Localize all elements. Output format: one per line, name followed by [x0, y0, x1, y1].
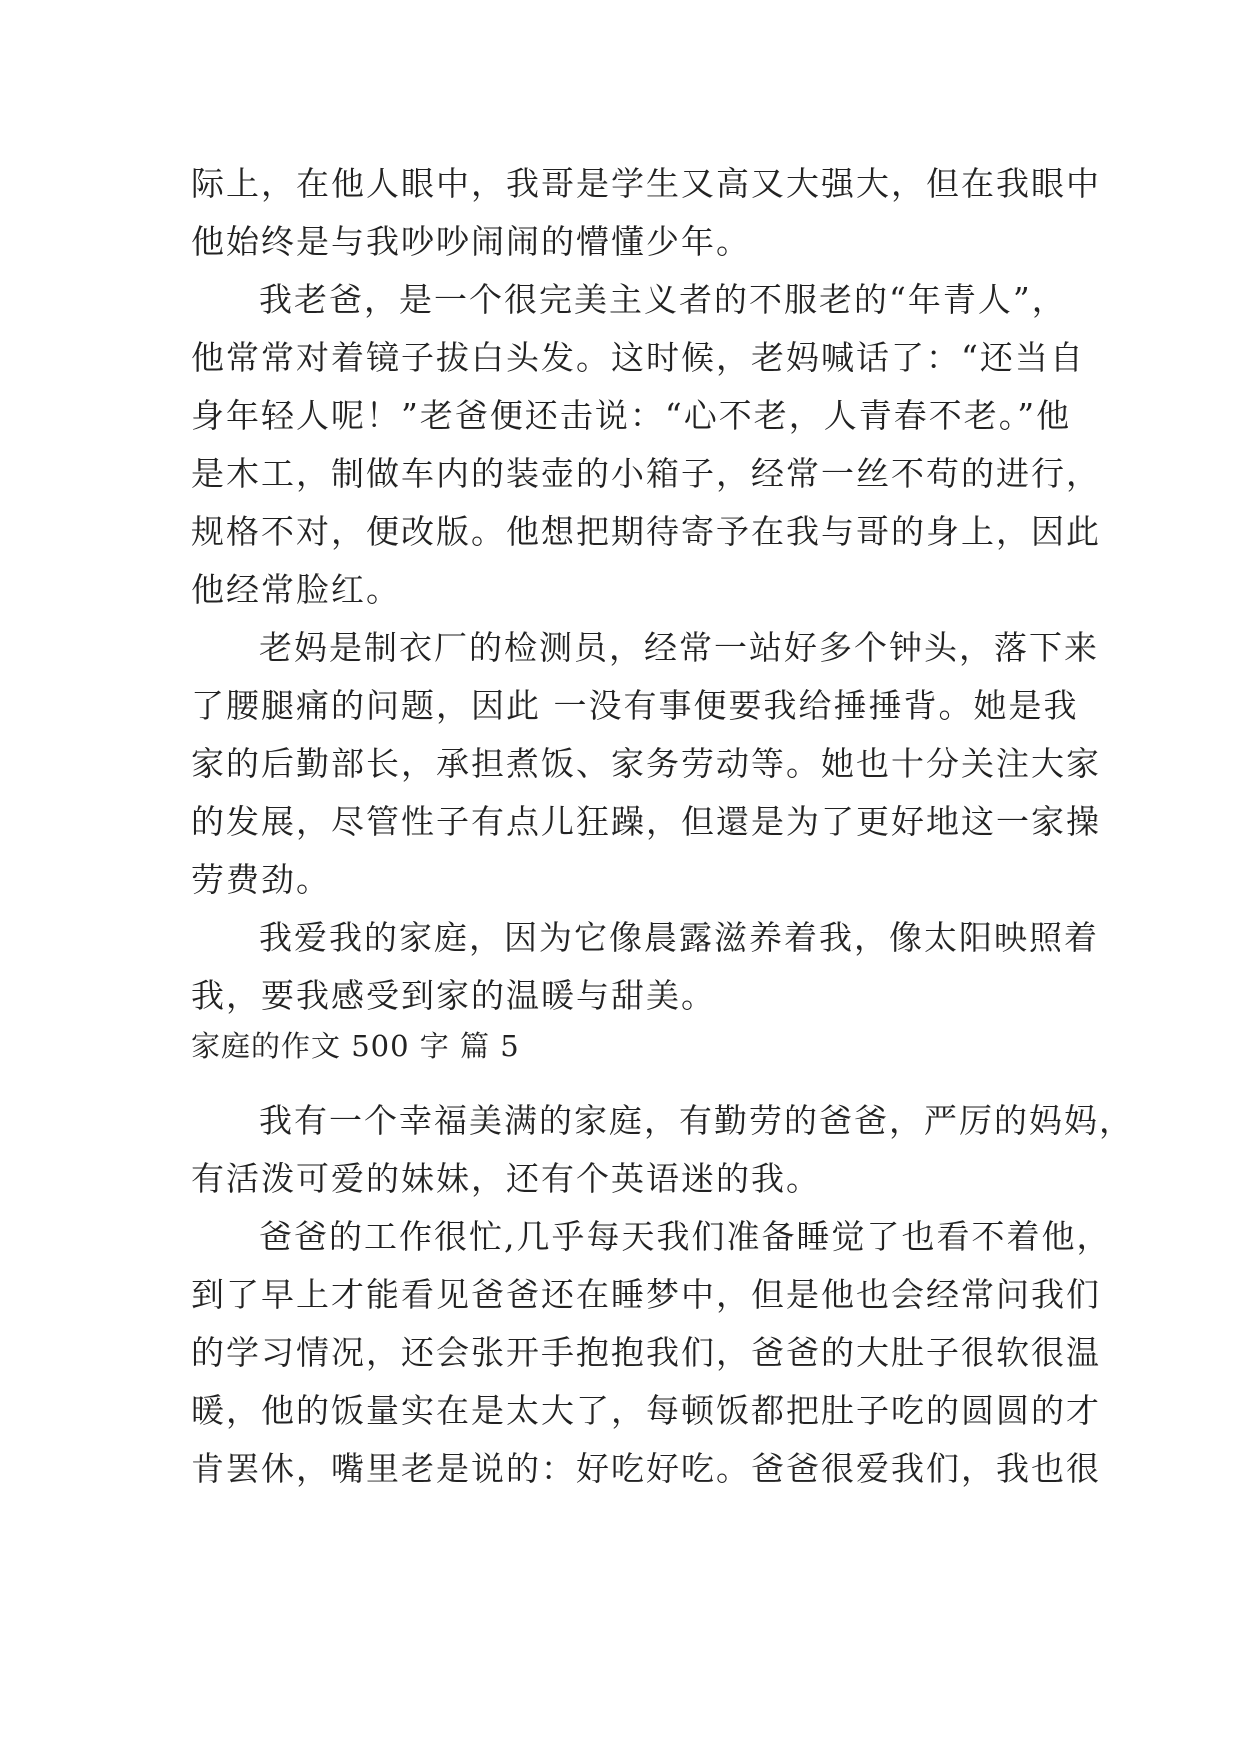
- text-line: 有活泼可爱的妹妹，还有个英语迷的我。: [191, 1159, 821, 1198]
- paragraph-start-line: 我老爸，是一个很完美主义者的不服老的“年青人”，: [259, 280, 1067, 319]
- text-line: 是木工，制做车内的装壶的小箱子，经常一丝不苟的进行，: [191, 454, 1101, 493]
- essay-section-b: [191, 1092, 1134, 1498]
- text-line: 他常常对着镜子拔白头发。这时候，老妈喊话了：“还当自: [191, 338, 1085, 377]
- text-line: 身年轻人呢！”老爸便还击说：“心不老，人青春不老。”他: [191, 396, 1072, 435]
- text-line: 家的后勤部长，承担煮饭、家务劳动等。她也十分关注大家: [191, 744, 1101, 783]
- text-line: 他经常脸红。: [191, 570, 401, 609]
- section-heading: 家庭的作文 500 字 篇 5: [191, 1029, 520, 1063]
- text-line: 规格不对，便改版。他想把期待寄予在我与哥的身上，因此: [191, 512, 1101, 551]
- text-line: 的学习情况，还会张开手抱抱我们，爸爸的大肚子很软很温: [191, 1333, 1101, 1372]
- paragraph-start-line: 老妈是制衣厂的检测员，经常一站好多个钟头，落下来: [259, 628, 1099, 667]
- text-line: 肯罢休，嘴里老是说的：好吃好吃。爸爸很爱我们，我也很: [191, 1449, 1101, 1488]
- text-line: 他始终是与我吵吵闹闹的懵懂少年。: [191, 222, 751, 261]
- essay-section-a: [191, 155, 1101, 1025]
- text-line: 劳费劲。: [191, 860, 331, 899]
- text-line: 际上，在他人眼中，我哥是学生又高又大强大，但在我眼中: [191, 164, 1101, 203]
- text-line: 暖，他的饭量实在是太大了，每顿饭都把肚子吃的圆圆的才: [191, 1391, 1101, 1430]
- text-line: 到了早上才能看见爸爸还在睡梦中，但是他也会经常问我们: [191, 1275, 1101, 1314]
- text-line: 的发展，尽管性子有点儿狂躁，但還是为了更好地这一家操: [191, 802, 1101, 841]
- paragraph-start-line: 我有一个幸福美满的家庭，有勤劳的爸爸，严厉的妈妈，: [259, 1101, 1134, 1140]
- paragraph-start-line: 爸爸的工作很忙,几乎每天我们准备睡觉了也看不着他，: [259, 1217, 1112, 1256]
- text-line: 了腰腿痛的问题，因此 一没有事便要我给捶捶背。她是我: [191, 686, 1079, 725]
- paragraph-start-line: 我爱我的家庭，因为它像晨露滋养着我，像太阳映照着: [259, 918, 1099, 957]
- text-line: 我，要我感受到家的温暖与甜美。: [191, 976, 716, 1015]
